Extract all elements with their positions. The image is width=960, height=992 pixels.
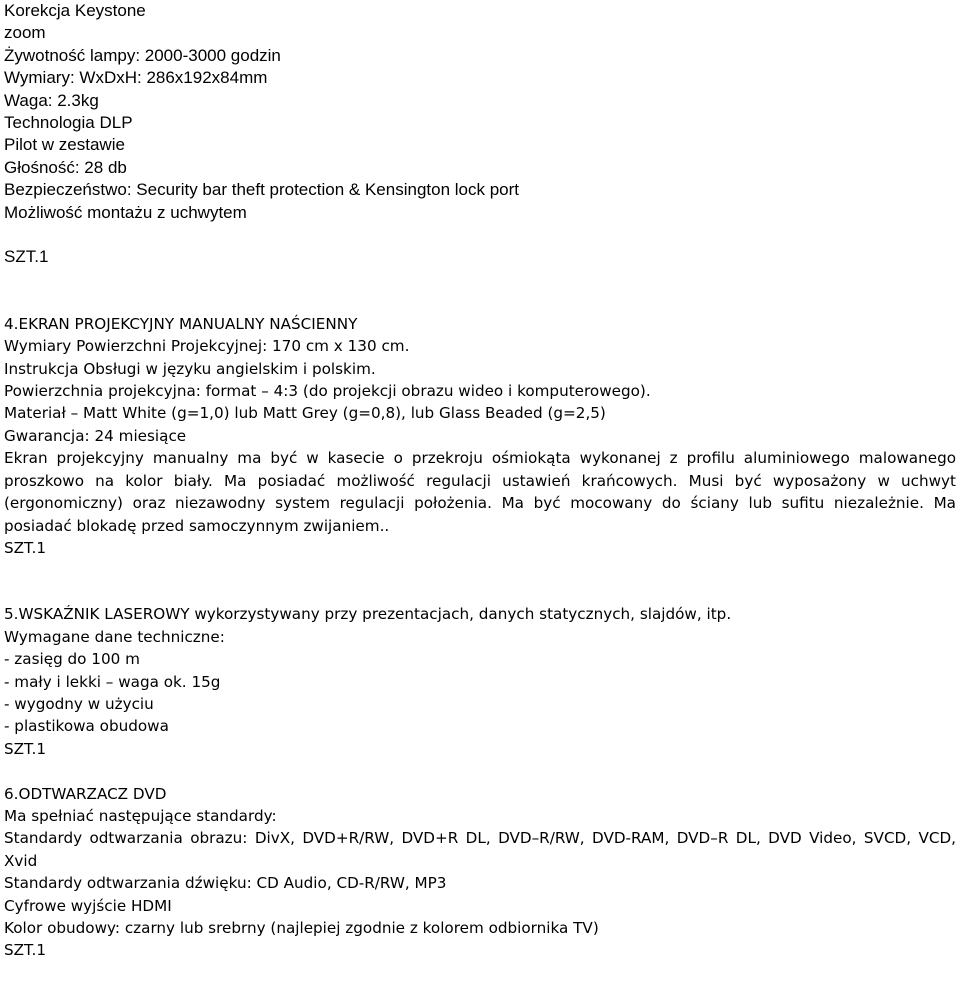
spec-line: Pilot w zestawie: [4, 135, 125, 155]
section-5-laser-pointer: [4, 603, 956, 760]
quantity-label: SZT.1: [4, 538, 47, 557]
description-paragraph: Ekran projekcyjny manualny ma być w kasecie o przekroju ośmiokąta wykonanej z profilu aluminiowego malowanego proszkowo na kolor biały. Ma posiadać możliwość regulacji ustawień krańcowych. Musi być wyposażony w uchwyt (ergonomiczny) oraz niezawodny system regulacji położenia. Ma być mocowany do ściany lub sufitu niezależnie. Ma posiadać blokadę przed samoczynnym zwijaniem..: [4, 449, 956, 535]
spec-line: zoom: [4, 23, 46, 43]
list-item: - mały i lekki – waga ok. 15g: [4, 672, 221, 691]
section-subtitle: Ma spełniać następujące standardy:: [4, 806, 277, 825]
spec-line: Wymiary Powierzchni Projekcyjnej: 170 cm x 130 cm.: [4, 337, 410, 356]
video-standards: Standardy odtwarzania obrazu: DivX, DVD+R/RW, DVD+R DL, DVD–R/RW, DVD-RAM, DVD–R DL, DVD Video, SVCD, VCD, Xvid: [4, 829, 956, 870]
spec-line: Technologia DLP: [4, 113, 133, 133]
spec-line: Instrukcja Obsługi w języku angielskim i polskim.: [4, 359, 376, 378]
section-6-dvd-player: [4, 783, 956, 962]
audio-standards: Standardy odtwarzania dźwięku: CD Audio, CD-R/RW, MP3: [4, 874, 447, 893]
quantity-label: SZT.1: [4, 247, 49, 267]
spec-line: Możliwość montażu z uchwytem: [4, 202, 247, 222]
section-3-specs: [4, 0, 956, 269]
quantity-label: SZT.1: [4, 941, 47, 960]
list-item: - zasięg do 100 m: [4, 650, 140, 669]
spec-line: Żywotność lampy: 2000-3000 godzin: [4, 45, 281, 65]
quantity-label: SZT.1: [4, 739, 47, 758]
section-title: 5.WSKAŹNIK LASEROWY wykorzystywany przy prezentacjach, danych statycznych, slajdów, itp.: [4, 605, 732, 624]
spec-line: Powierzchnia projekcyjna: format – 4:3 (do projekcji obrazu wideo i komputerowego).: [4, 382, 651, 401]
spec-line: Wymiary: WxDxH: 286x192x84mm: [4, 68, 268, 88]
spec-line: Waga: 2.3kg: [4, 90, 99, 110]
case-color: Kolor obudowy: czarny lub srebrny (najlepiej zgodnie z kolorem odbiornika TV): [4, 919, 599, 937]
spec-line: Głośność: 28 db: [4, 157, 127, 177]
hdmi-output: Cyfrowe wyjście HDMI: [4, 896, 172, 915]
spec-line: Bezpieczeństwo: Security bar theft protection & Kensington lock port: [4, 180, 519, 200]
list-item: - plastikowa obudowa: [4, 717, 169, 736]
spec-line: Materiał – Matt White (g=1,0) lub Matt Grey (g=0,8), lub Glass Beaded (g=2,5): [4, 404, 606, 423]
section-title: 4.EKRAN PROJEKCYJNY MANUALNY NAŚCIENNY: [4, 314, 358, 333]
spec-line: Korekcja Keystone: [4, 1, 146, 20]
spec-line: Gwarancja: 24 miesiące: [4, 426, 187, 445]
section-title: 6.ODTWARZACZ DVD: [4, 784, 167, 803]
section-4-screen: [4, 313, 956, 559]
list-item: - wygodny w użyciu: [4, 694, 154, 713]
document-page: [4, 0, 956, 962]
section-subtitle: Wymagane dane techniczne:: [4, 627, 225, 646]
